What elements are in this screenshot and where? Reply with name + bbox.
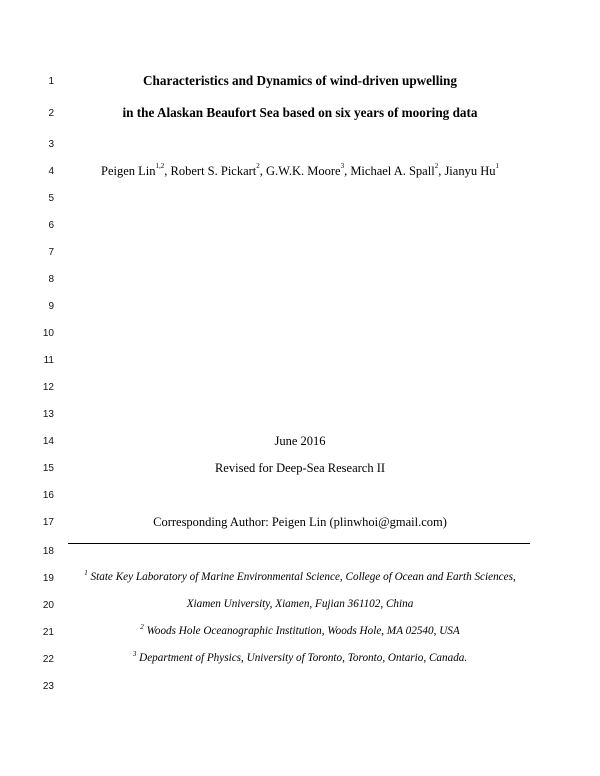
footnote-divider <box>68 543 530 544</box>
corresponding-author: Corresponding Author: Peigen Lin (plinwhoi@gmail.com) <box>153 515 447 529</box>
affiliation-2 <box>60 625 540 637</box>
paper-date: June 2016 <box>274 434 326 448</box>
line-number: 23 <box>42 681 54 692</box>
paper-title-line-1: Characteristics and Dynamics of wind-driven upwelling <box>143 73 457 88</box>
line-number: 16 <box>42 490 54 501</box>
author-separator: , <box>259 164 267 178</box>
author-affiliation-mark: 1,2 <box>155 162 165 170</box>
line-number: 5 <box>48 193 54 204</box>
line-number: 11 <box>43 355 54 366</box>
author-separator: , <box>344 164 351 178</box>
author-affiliation-mark: 2 <box>256 162 260 170</box>
line-number: 21 <box>42 627 54 638</box>
author-separator: , <box>164 164 171 178</box>
affiliation-text: State Key Laboratory of Marine Environmental Science, College of Ocean and Earth Sciences, <box>87 571 516 583</box>
author-affiliation-mark: 2 <box>434 162 439 170</box>
revision-note: Revised for Deep-Sea Research II <box>214 461 386 475</box>
line-number: 12 <box>42 382 54 393</box>
line-number: 14 <box>42 436 54 447</box>
author-name: Robert S. Pickart <box>170 164 257 178</box>
line-number: 17 <box>42 517 54 528</box>
author-name: Peigen Lin <box>101 164 156 178</box>
author-name: G.W.K. Moore <box>266 164 341 178</box>
line-number: 15 <box>42 463 54 474</box>
line-number: 18 <box>42 546 54 557</box>
author-name: Michael A. Spall <box>350 164 435 178</box>
author-separator: , <box>438 164 445 178</box>
line-number: 13 <box>42 409 54 420</box>
affiliation-text: Woods Hole Oceanographic Institution, Woods Hole, MA 02540, USA <box>143 625 460 637</box>
line-number: 4 <box>48 166 54 177</box>
line-number: 19 <box>42 573 54 584</box>
affiliation-mark: 1 <box>84 569 88 577</box>
line-number: 8 <box>48 274 54 285</box>
affiliation-1-continued: Xiamen University, Xiamen, Fujian 361102, China <box>186 598 414 610</box>
author-affiliation-mark: 1 <box>495 162 499 170</box>
affiliation-mark: 2 <box>140 623 144 631</box>
line-number: 9 <box>48 301 54 312</box>
line-number: 6 <box>48 220 54 231</box>
author-affiliation-mark: 3 <box>340 162 345 170</box>
affiliation-text: Department of Physics, University of Toronto, Toronto, Ontario, Canada. <box>136 652 468 664</box>
line-number: 7 <box>48 247 54 258</box>
line-number: 22 <box>42 654 54 665</box>
line-number: 3 <box>48 139 54 150</box>
affiliation-1 <box>60 571 540 583</box>
author-name: Jianyu Hu <box>444 164 496 178</box>
line-number: 10 <box>42 328 54 339</box>
line-number: 1 <box>48 76 54 87</box>
author-list <box>60 164 540 179</box>
line-number: 20 <box>42 600 54 611</box>
line-number: 2 <box>48 108 54 119</box>
paper-title-line-2: in the Alaskan Beaufort Sea based on six years of mooring data <box>122 105 478 120</box>
affiliation-3 <box>60 652 540 664</box>
affiliation-mark: 3 <box>132 650 137 658</box>
